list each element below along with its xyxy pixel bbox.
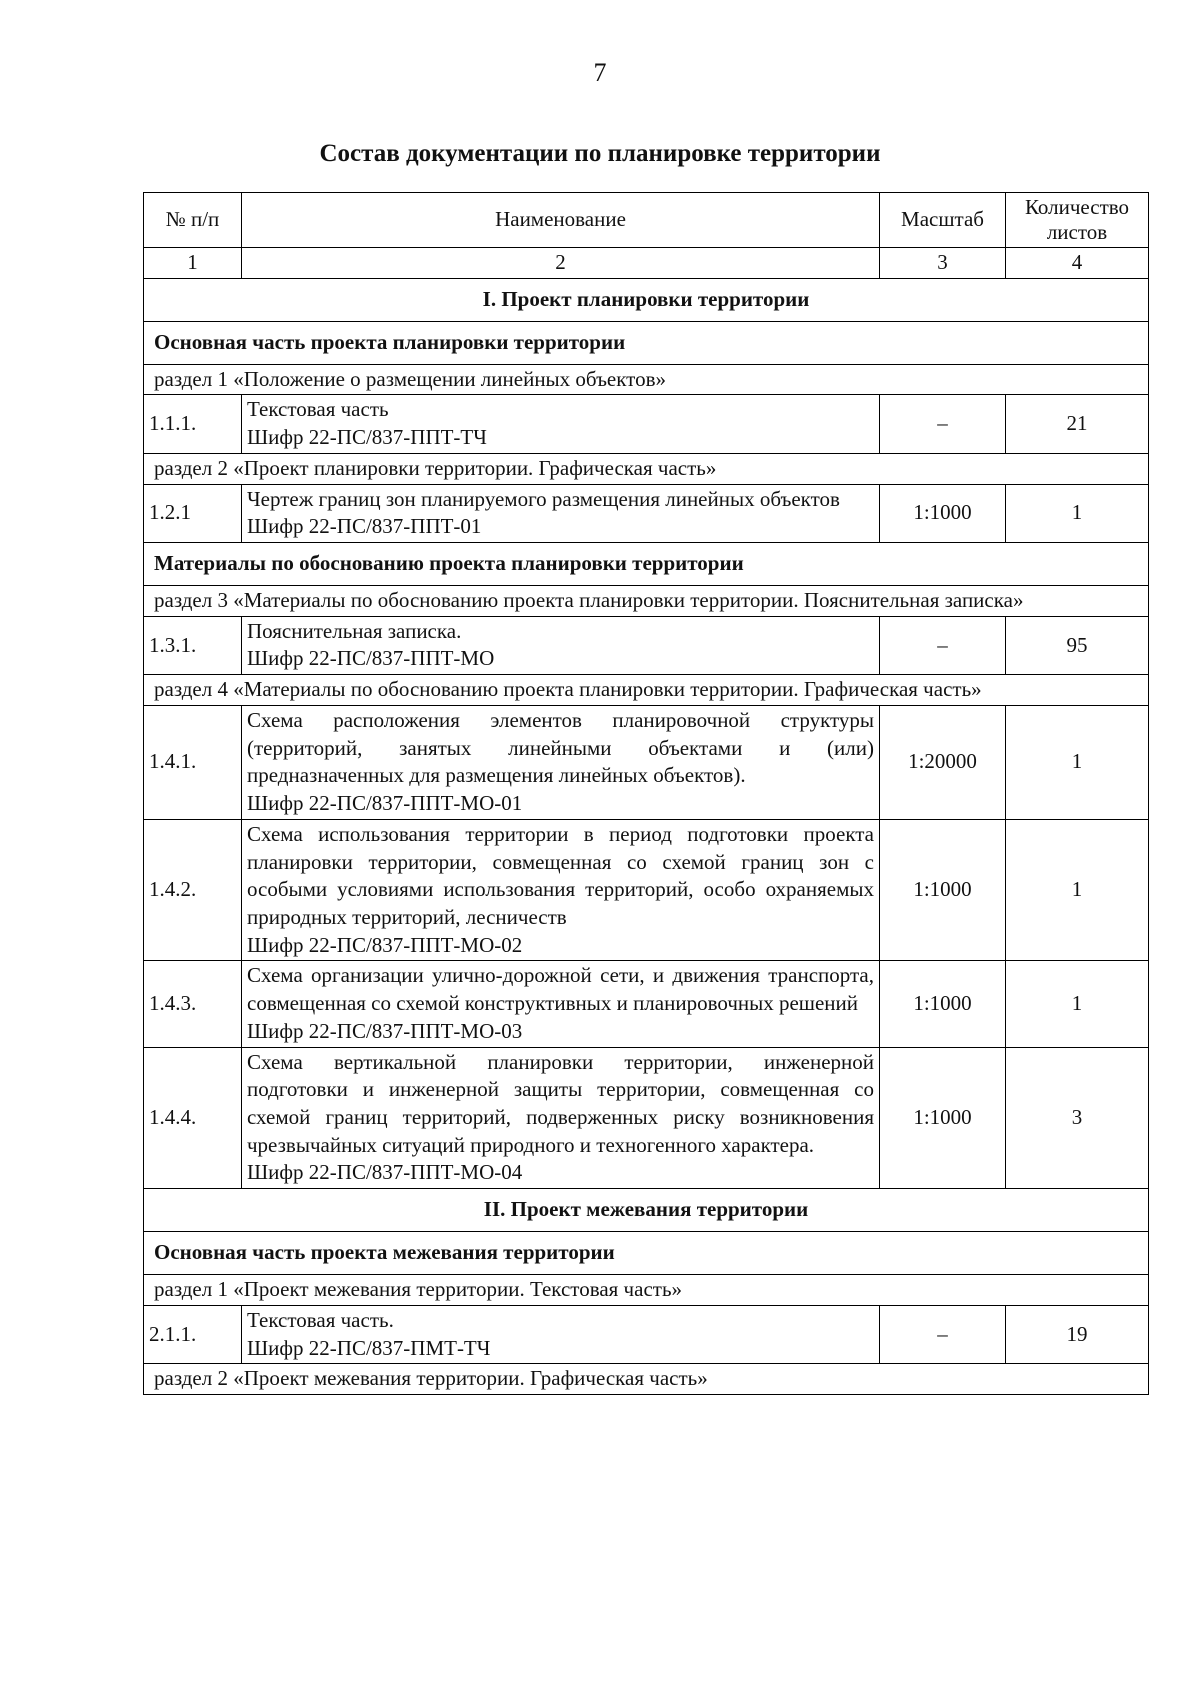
subsection-title: Материалы по обоснованию проекта планировки территории (144, 543, 1149, 586)
item-code: Шифр 22-ПС/837-ППТ-01 (247, 514, 482, 539)
item-scale: 1:20000 (880, 705, 1006, 819)
item-name (242, 1047, 880, 1189)
table-row (144, 705, 1149, 819)
item-scale: – (880, 395, 1006, 453)
item-description: Текстовая часть (247, 397, 389, 422)
section-row (144, 1189, 1149, 1232)
subsection-row (144, 1232, 1149, 1275)
item-sheets: 1 (1006, 819, 1149, 961)
table-row (144, 1305, 1149, 1363)
column-number: 2 (242, 248, 880, 279)
subsection-row (144, 543, 1149, 586)
item-code: Шифр 22-ПС/837-ППТ-МО-01 (247, 791, 523, 816)
page-number: 7 (593, 58, 607, 87)
subsection-title: Основная часть проекта планировки территории (144, 321, 1149, 364)
section-row (144, 278, 1149, 321)
razdel-row (144, 1275, 1149, 1306)
item-sheets: 3 (1006, 1047, 1149, 1189)
item-number: 1.2.1 (144, 484, 242, 542)
razdel-title: раздел 3 «Материалы по обоснованию проекта планировки территории. Пояснительная записка» (144, 586, 1149, 617)
item-sheets: 1 (1006, 705, 1149, 819)
column-number: 3 (880, 248, 1006, 279)
item-sheets: 1 (1006, 484, 1149, 542)
table-row (144, 484, 1149, 542)
razdel-row (144, 586, 1149, 617)
section-title: II. Проект межевания территории (144, 1189, 1149, 1232)
item-number: 1.4.4. (144, 1047, 242, 1189)
documentation-table (143, 192, 1149, 1395)
item-sheets: 19 (1006, 1305, 1149, 1363)
table-row (144, 616, 1149, 674)
item-scale: – (880, 616, 1006, 674)
item-scale: – (880, 1305, 1006, 1363)
table-row (144, 395, 1149, 453)
table-row (144, 1047, 1149, 1189)
razdel-title: раздел 2 «Проект планировки территории. Графическая часть» (144, 453, 1149, 484)
item-code: Шифр 22-ПС/837-ППТ-ТЧ (247, 425, 487, 450)
razdel-row (144, 675, 1149, 706)
item-name (242, 484, 880, 542)
razdel-title: раздел 4 «Материалы по обоснованию проекта планировки территории. Графическая часть» (144, 675, 1149, 706)
item-name (242, 705, 880, 819)
item-scale: 1:1000 (880, 961, 1006, 1047)
item-number: 1.4.2. (144, 819, 242, 961)
header-name: Наименование (242, 193, 880, 248)
item-sheets: 1 (1006, 961, 1149, 1047)
column-number-row (144, 248, 1149, 279)
item-description: Текстовая часть. (247, 1307, 394, 1332)
header-sheets: Количество листов (1006, 193, 1149, 248)
item-name (242, 1305, 880, 1363)
razdel-title: раздел 2 «Проект межевания территории. Графическая часть» (144, 1364, 1149, 1395)
item-code: Шифр 22-ПС/837-ППТ-МО (247, 646, 495, 671)
header-scale: Масштаб (880, 193, 1006, 248)
subsection-row (144, 321, 1149, 364)
item-number: 1.3.1. (144, 616, 242, 674)
item-scale: 1:1000 (880, 484, 1006, 542)
item-name (242, 616, 880, 674)
razdel-row (144, 364, 1149, 395)
item-description: Схема вертикальной планировки территории, инженерной подготовки и инженерной защиты территории, совмещенная со схемой границ территорий, подверженных риску возникновения чрезвычайных ситуаций природного и техногенного характера. (247, 1049, 874, 1157)
section-title: I. Проект планировки территории (144, 278, 1149, 321)
item-sheets: 21 (1006, 395, 1149, 453)
item-description: Чертеж границ зон планируемого размещения линейных объектов (247, 486, 840, 511)
table-header-row (144, 193, 1149, 248)
razdel-row (144, 453, 1149, 484)
item-name (242, 961, 880, 1047)
header-number: № п/п (144, 193, 242, 248)
subsection-title: Основная часть проекта межевания территории (144, 1232, 1149, 1275)
table-row (144, 819, 1149, 961)
table-row (144, 961, 1149, 1047)
item-number: 1.4.1. (144, 705, 242, 819)
razdel-title: раздел 1 «Проект межевания территории. Текстовая часть» (144, 1275, 1149, 1306)
column-number: 1 (144, 248, 242, 279)
item-number: 1.4.3. (144, 961, 242, 1047)
item-name (242, 395, 880, 453)
item-sheets: 95 (1006, 616, 1149, 674)
item-number: 2.1.1. (144, 1305, 242, 1363)
item-description: Схема использования территории в период подготовки проекта планировки территории, совмещенная со схемой границ зон с особыми условиями использования территорий, особо охраняемых природных территорий, лесничеств (247, 821, 874, 929)
item-description: Схема организации улично-дорожной сети, и движения транспорта, совмещенная со схемой конструктивных и планировочных решений (247, 963, 874, 1016)
page-title: Состав документации по планировке территории (319, 140, 881, 167)
item-code: Шифр 22-ПС/837-ППТ-МО-03 (247, 1018, 523, 1043)
item-description: Схема расположения элементов планировочной структуры (территорий, занятых линейными объектами и (или) предназначенных для размещения линейных объектов). (247, 707, 874, 788)
razdel-row (144, 1364, 1149, 1395)
item-code: Шифр 22-ПС/837-ПМТ-ТЧ (247, 1335, 491, 1360)
item-scale: 1:1000 (880, 1047, 1006, 1189)
item-description: Пояснительная записка. (247, 618, 462, 643)
item-number: 1.1.1. (144, 395, 242, 453)
column-number: 4 (1006, 248, 1149, 279)
item-scale: 1:1000 (880, 819, 1006, 961)
item-code: Шифр 22-ПС/837-ППТ-МО-04 (247, 1160, 523, 1185)
razdel-title: раздел 1 «Положение о размещении линейных объектов» (144, 364, 1149, 395)
item-name (242, 819, 880, 961)
item-code: Шифр 22-ПС/837-ППТ-МО-02 (247, 932, 523, 957)
